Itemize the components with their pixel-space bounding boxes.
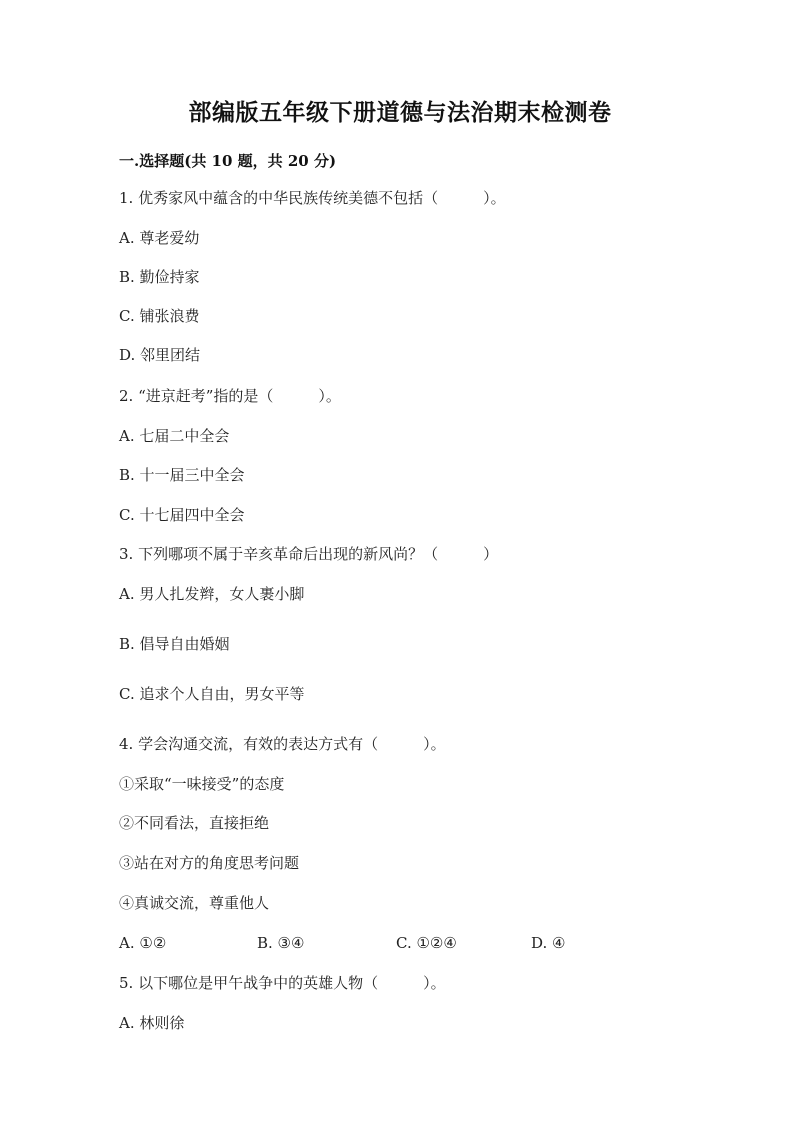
- question-1-option-c[interactable]: C. 铺张浪费: [119, 307, 200, 325]
- question-4-option-a[interactable]: A. ①②: [119, 934, 167, 952]
- question-3-option-c[interactable]: C. 追求个人自由，男女平等: [119, 685, 305, 703]
- question-4-statement-3: ③站在对方的角度思考问题: [119, 854, 300, 872]
- question-4-statement-2: ②不同看法，直接拒绝: [119, 814, 270, 832]
- question-2-option-c[interactable]: C. 十七届四中全会: [119, 506, 245, 524]
- question-5-stem: 5. 以下哪位是甲午战争中的英雄人物（ ）。: [119, 974, 446, 992]
- section-heading: 一.选择题(共 10 题，共 20 分): [119, 152, 337, 170]
- question-4-option-b[interactable]: B. ③④: [257, 934, 305, 952]
- question-4-statement-1: ①采取“一味接受”的态度: [119, 775, 285, 793]
- question-1-option-b[interactable]: B. 勤俭持家: [119, 268, 200, 286]
- question-2-option-b[interactable]: B. 十一届三中全会: [119, 466, 245, 484]
- question-2-option-a[interactable]: A. 七届二中全会: [119, 427, 230, 445]
- question-1-stem: 1. 优秀家风中蕴含的中华民族传统美德不包括（ ）。: [119, 189, 506, 207]
- question-4-statement-4: ④真诚交流，尊重他人: [119, 894, 270, 912]
- question-1-option-d[interactable]: D. 邻里团结: [119, 346, 201, 364]
- question-5-option-a[interactable]: A. 林则徐: [119, 1014, 185, 1032]
- question-3-stem: 3. 下列哪项不属于辛亥革命后出现的新风尚？（ ）: [119, 545, 499, 563]
- question-2-stem: 2. “进京赶考”指的是（ ）。: [119, 387, 341, 405]
- question-4-option-c[interactable]: C. ①②④: [396, 934, 457, 952]
- question-3-option-b[interactable]: B. 倡导自由婚姻: [119, 635, 230, 653]
- page-title: 部编版五年级下册道德与法治期末检测卷: [188, 99, 612, 126]
- question-1-option-a[interactable]: A. 尊老爱幼: [119, 229, 200, 247]
- question-3-option-a[interactable]: A. 男人扎发辫，女人裹小脚: [119, 585, 305, 603]
- question-4-stem: 4. 学会沟通交流，有效的表达方式有（ ）。: [119, 735, 446, 753]
- question-4-option-d[interactable]: D. ④: [531, 934, 566, 952]
